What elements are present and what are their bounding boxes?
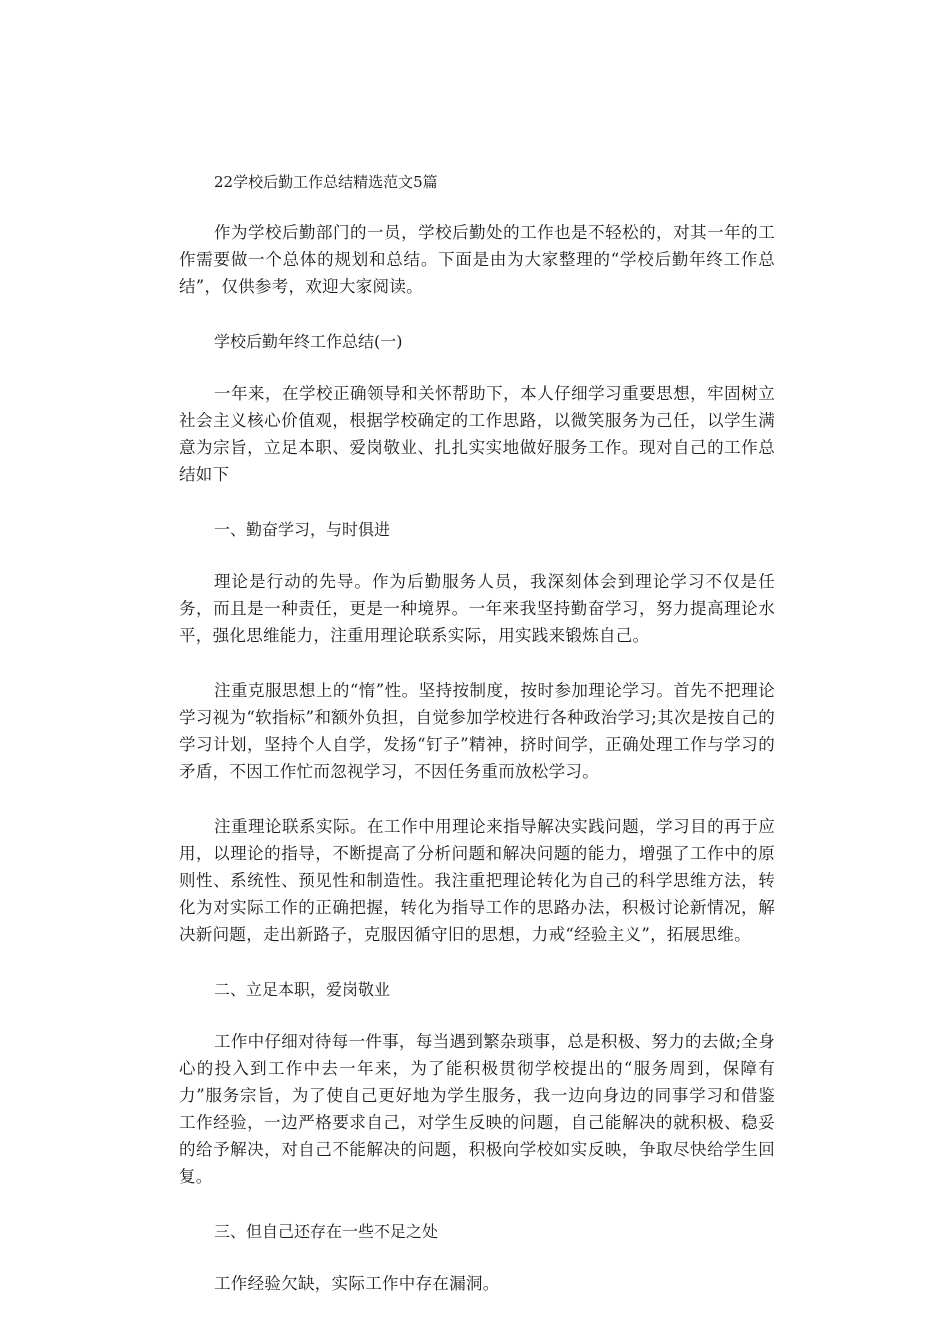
overview-paragraph: 一年来，在学校正确领导和关怀帮助下，本人仔细学习重要思想，牢固树立社会主义核心价值观，根据学校确定的工作思路，以微笑服务为己任，以学生满意为宗旨，立足本职、爱岗敬业、扎扎实实地做好服务工作。现对自己的工作总结如下 xyxy=(179,384,775,484)
paragraph-work-attitude: 工作中仔细对待每一件事，每当遇到繁杂琐事，总是积极、努力的去做;全身心的投入到工作中去一年来，为了能积极贯彻学校提出的“服务周到，保障有力”服务宗旨，为了使自己更好地为学生服务，我一边向身边的同事学习和借鉴工作经验，一边严格要求自己，对学生反映的问题，自己能解决的就积极、稳妥的给予解决，对自己不能解决的问题，积极向学校如实反映，争取尽快给学生回复。 xyxy=(179,1032,775,1186)
heading-shortcomings: 三、但自己还存在一些不足之处 xyxy=(214,1222,439,1241)
paragraph-theory-practice: 注重理论联系实际。在工作中用理论来指导解决实践问题，学习目的再于应用，以理论的指导，不断提高了分析问题和解决问题的能力，增强了工作中的原则性、系统性、预见性和制造性。我注重把理论转化为自己的科学思维方法，转化为对实际工作的正确把握，转化为指导工作的思路办法，积极讨论新情况，解决新问题，走出新路子，克服因循守旧的思想，力戒“经验主义”，拓展思维。 xyxy=(179,817,775,944)
document-body xyxy=(179,168,775,1297)
paragraph-experience: 工作经验欠缺，实际工作中存在漏洞。 xyxy=(214,1274,500,1293)
document-title: 22学校后勤工作总结精选范文5篇 xyxy=(214,173,438,191)
heading-dedication: 二、立足本职，爱岗敬业 xyxy=(214,980,391,999)
section-title: 学校后勤年终工作总结(一) xyxy=(214,332,403,351)
paragraph-theory: 理论是行动的先导。作为后勤服务人员，我深刻体会到理论学习不仅是任务，而且是一种责任，更是一种境界。一年来我坚持勤奋学习，努力提高理论水平，强化思维能力，注重用理论联系实际，用实践来锻炼自己。 xyxy=(179,572,775,645)
intro-paragraph: 作为学校后勤部门的一员，学校后勤处的工作也是不轻松的，对其一年的工作需要做一个总体的规划和总结。下面是由为大家整理的“学校后勤年终工作总结”，仅供参考，欢迎大家阅读。 xyxy=(179,223,775,296)
paragraph-overcome-laziness: 注重克服思想上的“惰”性。坚持按制度，按时参加理论学习。首先不把理论学习视为“软指标”和额外负担，自觉参加学校进行各种政治学习;其次是按自己的学习计划，坚持个人自学，发扬“钉子”精神，挤时间学，正确处理工作与学习的矛盾，不因工作忙而忽视学习，不因任务重而放松学习。 xyxy=(179,681,775,781)
heading-study: 一、勤奋学习，与时俱进 xyxy=(214,520,391,539)
